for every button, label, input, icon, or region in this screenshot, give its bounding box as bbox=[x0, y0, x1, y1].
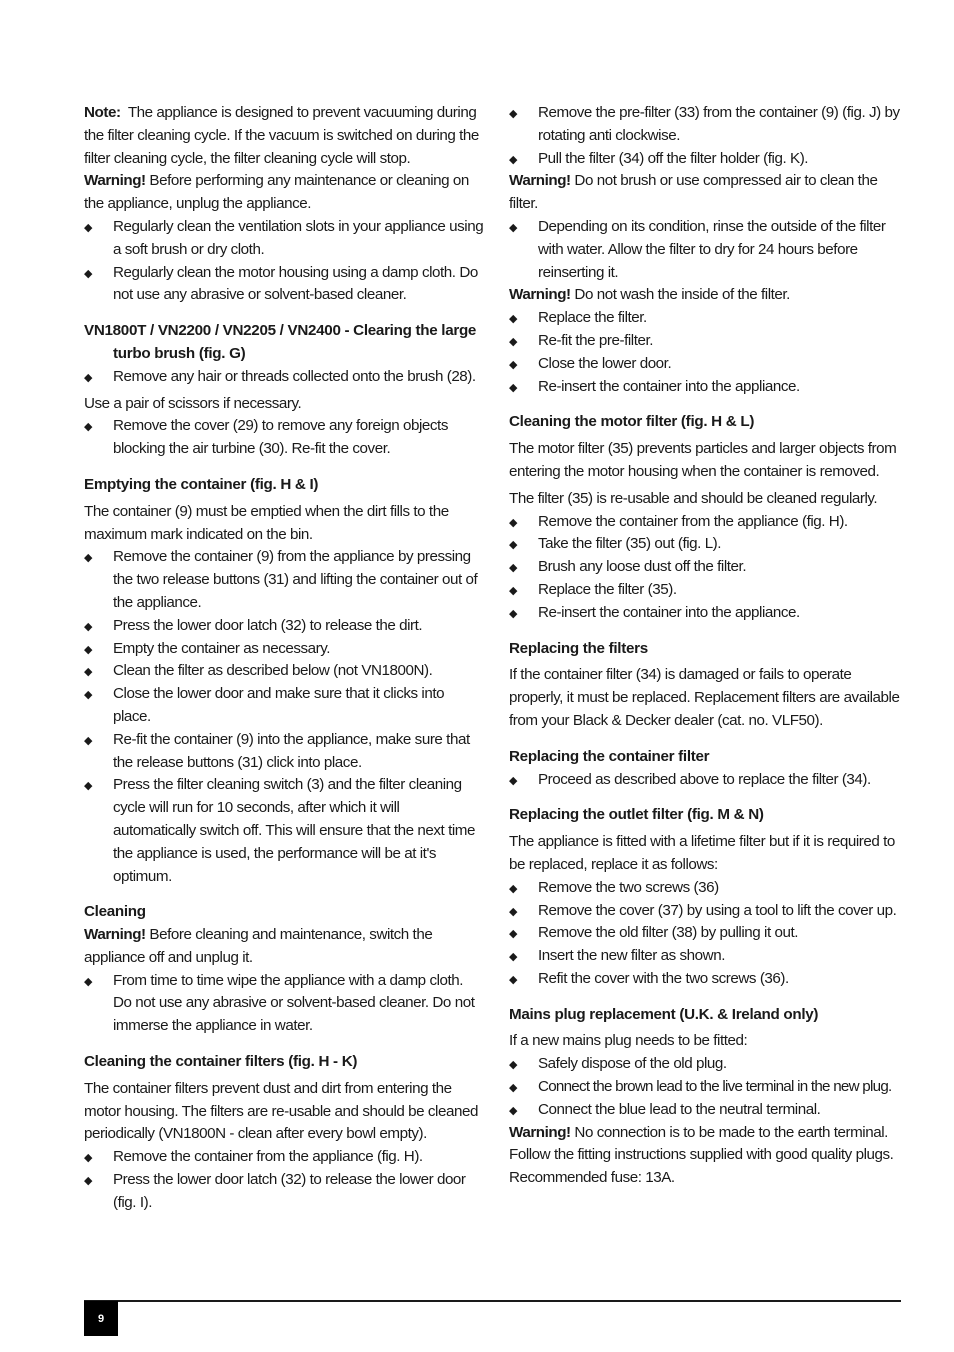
list-item: ◆ Remove the container (9) from the appliance by pressing the two release buttons (31) and lifting the container out of the appliance. bbox=[84, 548, 478, 611]
diamond-bullet-icon: ◆ bbox=[509, 313, 518, 326]
diamond-bullet-icon: ◆ bbox=[509, 1104, 518, 1117]
list-item: ◆ Re-fit the pre-filter. bbox=[509, 330, 909, 353]
warning-paragraph: Warning! No connection is to be made to the earth terminal. Follow the fitting instructions supplied with good quality plugs. Recommended fuse: 13A. bbox=[509, 1123, 894, 1187]
replacing-container-list bbox=[509, 769, 909, 792]
section-heading-turbo-brush: VN1800T / VN2200 / VN2205 / VN2400 - Clearing the large turbo brush (fig. G) bbox=[84, 322, 477, 362]
mains-paragraph: If a new mains plug needs to be fitted: bbox=[509, 1032, 748, 1050]
list-item: ◆ Take the filter (35) out (fig. L). bbox=[509, 533, 909, 556]
warning-label: Warning! bbox=[84, 172, 146, 190]
section-heading-replacing-filters: Replacing the filters bbox=[509, 639, 648, 657]
diamond-bullet-icon: ◆ bbox=[509, 905, 518, 918]
diamond-bullet-icon: ◆ bbox=[509, 153, 518, 166]
section-heading-container-filters: Cleaning the container filters (fig. H - K) bbox=[84, 1053, 358, 1071]
list-item: ◆ Remove the two screws (36) bbox=[509, 877, 909, 900]
maintenance-list bbox=[84, 216, 484, 307]
list-item: ◆ Replace the filter (35). bbox=[509, 579, 909, 602]
replacing-paragraph: If the container filter (34) is damaged or fails to operate properly, it must be replaced. Replacement filters are available from your Black & Decker dealer (cat. no. VLF50). bbox=[509, 666, 900, 729]
list-item: ◆ Proceed as described above to replace the filter (34). bbox=[509, 769, 909, 792]
note-label: Note: bbox=[84, 104, 121, 121]
diamond-bullet-icon: ◆ bbox=[84, 666, 93, 679]
mains-list bbox=[509, 1053, 909, 1121]
diamond-bullet-icon: ◆ bbox=[509, 951, 518, 964]
footer-rule bbox=[84, 1300, 901, 1302]
list-item: ◆ From time to time wipe the appliance with a damp cloth. Do not use any abrasive or solvent-based cleaner. Do not immerse the appliance in water. bbox=[84, 971, 475, 1035]
note-paragraph bbox=[84, 102, 484, 170]
warning-paragraph bbox=[84, 170, 484, 216]
list-item: ◆ Re-insert the container into the appliance. bbox=[509, 602, 909, 625]
turbo-list-2 bbox=[84, 415, 484, 461]
turbo-list bbox=[84, 366, 484, 389]
page-number: 9 bbox=[84, 1301, 118, 1336]
list-item: ◆ Refit the cover with the two screws (36). bbox=[509, 968, 909, 991]
section-heading-cleaning: Cleaning bbox=[84, 903, 146, 921]
list-item: ◆ Brush any loose dust off the filter. bbox=[509, 556, 909, 579]
warning-paragraph: Warning! Do not brush or use compressed air to clean the filter. bbox=[509, 172, 878, 213]
list-item: ◆ Connect the brown lead to the live terminal in the new plug. bbox=[509, 1076, 909, 1099]
diamond-bullet-icon: ◆ bbox=[84, 689, 93, 702]
diamond-bullet-icon: ◆ bbox=[509, 335, 518, 348]
outlet-list bbox=[509, 877, 909, 991]
cleaning-warning-paragraph: Warning! Before cleaning and maintenance, switch the appliance off and unplug it. bbox=[84, 926, 433, 966]
motor-list bbox=[509, 511, 909, 625]
list-item: ◆ Regularly clean the motor housing using a damp cloth. Do not use any abrasive or solvent-based cleaner. bbox=[84, 263, 478, 304]
section-heading-emptying: Emptying the container (fig. H & I) bbox=[84, 475, 319, 493]
list-item: ◆ Insert the new filter as shown. bbox=[509, 945, 909, 968]
section-heading-motor-filter: Cleaning the motor filter (fig. H & L) bbox=[509, 413, 755, 431]
left-column bbox=[84, 102, 484, 1215]
diamond-bullet-icon: ◆ bbox=[509, 607, 518, 620]
diamond-bullet-icon: ◆ bbox=[509, 539, 518, 552]
list-item: ◆ Press the lower door latch (32) to release the dirt. bbox=[84, 615, 484, 638]
diamond-bullet-icon: ◆ bbox=[84, 643, 93, 656]
list-item: ◆ Re-fit the container (9) into the appliance, make sure that the release buttons (31) click into place. bbox=[84, 730, 470, 771]
prefilter-list bbox=[509, 102, 909, 170]
diamond-bullet-icon: ◆ bbox=[509, 1059, 518, 1072]
list-item: ◆ Remove the old filter (38) by pulling it out. bbox=[509, 922, 909, 945]
diamond-bullet-icon: ◆ bbox=[84, 371, 93, 384]
diamond-bullet-icon: ◆ bbox=[84, 780, 93, 793]
diamond-bullet-icon: ◆ bbox=[509, 381, 518, 394]
turbo-paragraph: Use a pair of scissors if necessary. bbox=[84, 394, 302, 412]
diamond-bullet-icon: ◆ bbox=[509, 1082, 517, 1095]
motor-paragraph-2: The filter (35) is re-usable and should be cleaned regularly. bbox=[509, 489, 878, 507]
diamond-bullet-icon: ◆ bbox=[509, 221, 518, 234]
diamond-bullet-icon: ◆ bbox=[84, 734, 93, 747]
warning-label: Warning! bbox=[509, 172, 571, 190]
list-item: ◆ Remove any hair or threads collected onto the brush (28). bbox=[84, 366, 484, 389]
motor-paragraph: The motor filter (35) prevents particles and larger objects from entering the motor housing when the container is removed. bbox=[509, 440, 897, 480]
list-item: ◆ Press the lower door latch (32) to release the lower door (fig. I). bbox=[84, 1171, 466, 1211]
list-item: ◆ Remove the container from the appliance (fig. H). bbox=[509, 511, 909, 534]
section-heading-outlet-filter: Replacing the outlet filter (fig. M & N) bbox=[509, 806, 764, 824]
diamond-bullet-icon: ◆ bbox=[509, 882, 518, 895]
list-item: ◆ Replace the filter. bbox=[509, 307, 909, 330]
diamond-bullet-icon: ◆ bbox=[84, 421, 93, 434]
container-filters-paragraph: The container filters prevent dust and dirt from entering the motor housing. The filters are re-usable and should be cleaned periodically (VN1800N - clean after every bowl empty). bbox=[84, 1079, 478, 1143]
section-heading-replacing-container-filter: Replacing the container filter bbox=[509, 747, 710, 765]
list-item: ◆ Remove the cover (29) to remove any foreign objects blocking the air turbine (30). Re-fit the cover. bbox=[84, 417, 448, 458]
rinse-list bbox=[509, 216, 909, 284]
list-item: ◆ Clean the filter as described below (not VN1800N). bbox=[84, 660, 484, 683]
diamond-bullet-icon: ◆ bbox=[509, 562, 518, 575]
list-item: ◆ Close the lower door. bbox=[509, 353, 909, 376]
list-item: ◆ Safely dispose of the old plug. bbox=[509, 1053, 909, 1076]
list-item: ◆ Close the lower door and make sure that it clicks into place. bbox=[84, 685, 445, 725]
list-item: ◆ Re-insert the container into the appliance. bbox=[509, 376, 909, 399]
warning-label: Warning! bbox=[509, 286, 571, 304]
container-filters-list bbox=[84, 1146, 484, 1214]
list-item: ◆ Remove the pre-filter (33) from the container (9) (fig. J) by rotating anti clockwise. bbox=[509, 104, 900, 144]
list-item: ◆ Regularly clean the ventilation slots in your appliance using a soft brush or dry cloth. bbox=[84, 217, 484, 258]
diamond-bullet-icon: ◆ bbox=[84, 1152, 93, 1165]
warning-label: Warning! bbox=[84, 926, 146, 944]
list-item: ◆ Remove the container from the appliance (fig. H). bbox=[84, 1146, 484, 1169]
diamond-bullet-icon: ◆ bbox=[509, 516, 518, 529]
diamond-bullet-icon: ◆ bbox=[509, 108, 518, 120]
list-item: ◆ Depending on its condition, rinse the outside of the filter with water. Allow the filter to dry for 24 hours before reinserting it. bbox=[509, 217, 886, 281]
diamond-bullet-icon: ◆ bbox=[509, 358, 518, 371]
list-item: ◆ Remove the cover (37) by using a tool to lift the cover up. bbox=[509, 900, 909, 923]
warning-paragraph: Warning! Do not wash the inside of the filter. bbox=[509, 286, 790, 304]
diamond-bullet-icon: ◆ bbox=[84, 1175, 93, 1188]
outlet-paragraph: The appliance is fitted with a lifetime filter but if it is required to be replaced, replace it as follows: bbox=[509, 833, 895, 873]
cleaning-list bbox=[84, 970, 484, 1038]
emptying-paragraph: The container (9) must be emptied when the dirt fills to the maximum mark indicated on the bin. bbox=[84, 502, 449, 543]
diamond-bullet-icon: ◆ bbox=[84, 221, 93, 234]
right-column bbox=[509, 102, 909, 1190]
warning-label: Warning! bbox=[509, 1123, 571, 1141]
note-text: The appliance is designed to prevent vacuuming during the filter cleaning cycle. If the vacuum is switched on during the filter cleaning cycle, the filter cleaning cycle will stop. bbox=[84, 104, 479, 167]
emptying-list bbox=[84, 546, 484, 888]
diamond-bullet-icon: ◆ bbox=[84, 552, 93, 565]
warning-text: Before performing any maintenance or cleaning on the appliance, unplug the appliance. bbox=[84, 172, 469, 213]
list-item: ◆ Pull the filter (34) off the filter holder (fig. K). bbox=[509, 148, 909, 171]
list-item: ◆ Connect the blue lead to the neutral terminal. bbox=[509, 1099, 909, 1122]
diamond-bullet-icon: ◆ bbox=[84, 267, 93, 280]
diamond-bullet-icon: ◆ bbox=[84, 620, 93, 633]
diamond-bullet-icon: ◆ bbox=[509, 973, 518, 986]
diamond-bullet-icon: ◆ bbox=[509, 928, 518, 941]
diamond-bullet-icon: ◆ bbox=[509, 774, 518, 787]
list-item: ◆ Empty the container as necessary. bbox=[84, 638, 484, 661]
replace-list bbox=[509, 307, 909, 398]
list-item: ◆ Press the filter cleaning switch (3) and the filter cleaning cycle will run for 10 seconds, after which it will automatically switch off. This will ensure that the next time the appliance is used, the performance will be at it's optimum. bbox=[84, 776, 475, 885]
diamond-bullet-icon: ◆ bbox=[509, 584, 518, 597]
section-heading-mains-plug: Mains plug replacement (U.K. & Ireland only) bbox=[509, 1005, 819, 1023]
diamond-bullet-icon: ◆ bbox=[84, 975, 93, 988]
